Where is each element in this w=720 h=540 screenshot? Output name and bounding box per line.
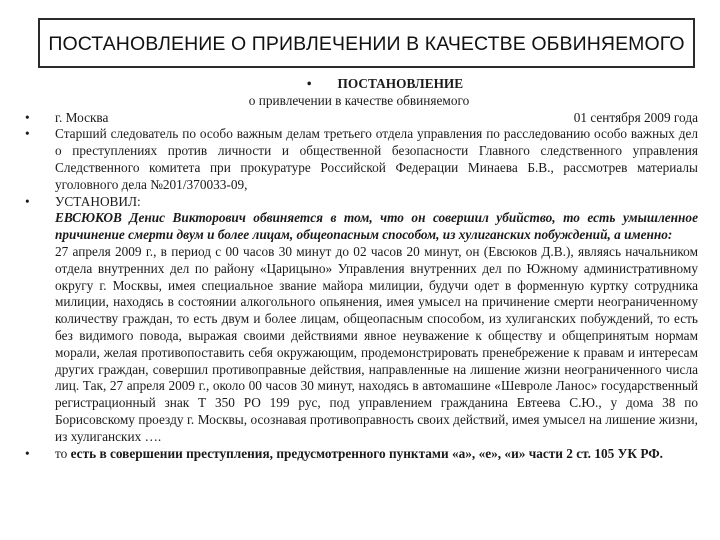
document-place: г. Москва <box>55 109 109 125</box>
conclusion-row <box>20 446 698 463</box>
bullet: • <box>25 445 30 461</box>
bullet: • <box>25 109 30 125</box>
slide-title: ПОСТАНОВЛЕНИЕ О ПРИВЛЕЧЕНИИ В КАЧЕСТВЕ ОБВИНЯЕМОГО <box>38 18 695 68</box>
conclusion-prefix: то <box>55 445 71 461</box>
intro-paragraph: Старший следователь по особо важным делам третьего отдела управления по расследованию особо важных дел о преступлениях против личности и общественной безопасности Главного следственного управления Следственного комитета при прокуратуре Российской Федерации Минаева Б.В., рассмотрев материалы уголовного дела №201/370033-09, <box>55 126 698 192</box>
established-row <box>20 194 698 446</box>
place-date-row <box>20 110 698 127</box>
bullet: • <box>25 126 30 142</box>
established-label: УСТАНОВИЛ: <box>55 193 141 209</box>
facts-paragraph: 27 апреля 2009 г., в период с 00 часов 30 минут до 02 часов 20 минут, он (Евсюков Д.В.), являясь начальником отдела внутренних дел по району «Царицыно» Управления внутренних дел по Южному административному округу г. Москвы, имея специальное звание майора милиции, будучи одет в форменную куртку сотрудника милиции, находясь в состоянии алкогольного опьянения, имея умысел на причинение смерти неограниченному количеству граждан, то есть двум и более лицам, общеопасным способом, из хулиганских побуждений, то есть без видимого повода, выражая своими действиями явное неуважение к обществу и общепринятым нормам морали, желая противопоставить себя окружающим, продемонстрировать пренебрежение к правам и интересам других граждан, совершил противоправные действия, направленные на лишение жизни неограниченного числа лиц. Так, 27 апреля 2009 г., около 00 часов 30 минут, находясь в автомашине «Шевроле Ланос» государственный регистрационный знак Т 350 РО 199 рус, под управлением гражданина Евтеева С.Ю., у дома 38 по Борисовскому проезду г. Москвы, осознавая противоправность своих действий, имея умысел на лишение жизни, из хулиганских …. <box>55 243 698 444</box>
document-body <box>20 76 698 462</box>
document-heading-row <box>20 76 698 93</box>
accusation-paragraph: ЕВСЮКОВ Денис Викторович обвиняется в том, что он совершил убийство, то есть умышленное причинение смерти двум и более лицам, общеопасным способом, из хулиганских побуждений, а именно: <box>55 210 698 243</box>
bullet: • <box>25 193 30 209</box>
document-date: 01 сентября 2009 года <box>573 109 698 125</box>
bullet: • <box>306 76 312 91</box>
intro-row <box>20 126 698 193</box>
conclusion-text: есть в совершении преступления, предусмотренного пунктами «а», «е», «и» части 2 ст. 105 УК РФ. <box>70 445 663 461</box>
document-subheading: о привлечении в качестве обвиняемого <box>248 92 470 108</box>
document-heading: ПОСТАНОВЛЕНИЕ <box>337 76 464 91</box>
